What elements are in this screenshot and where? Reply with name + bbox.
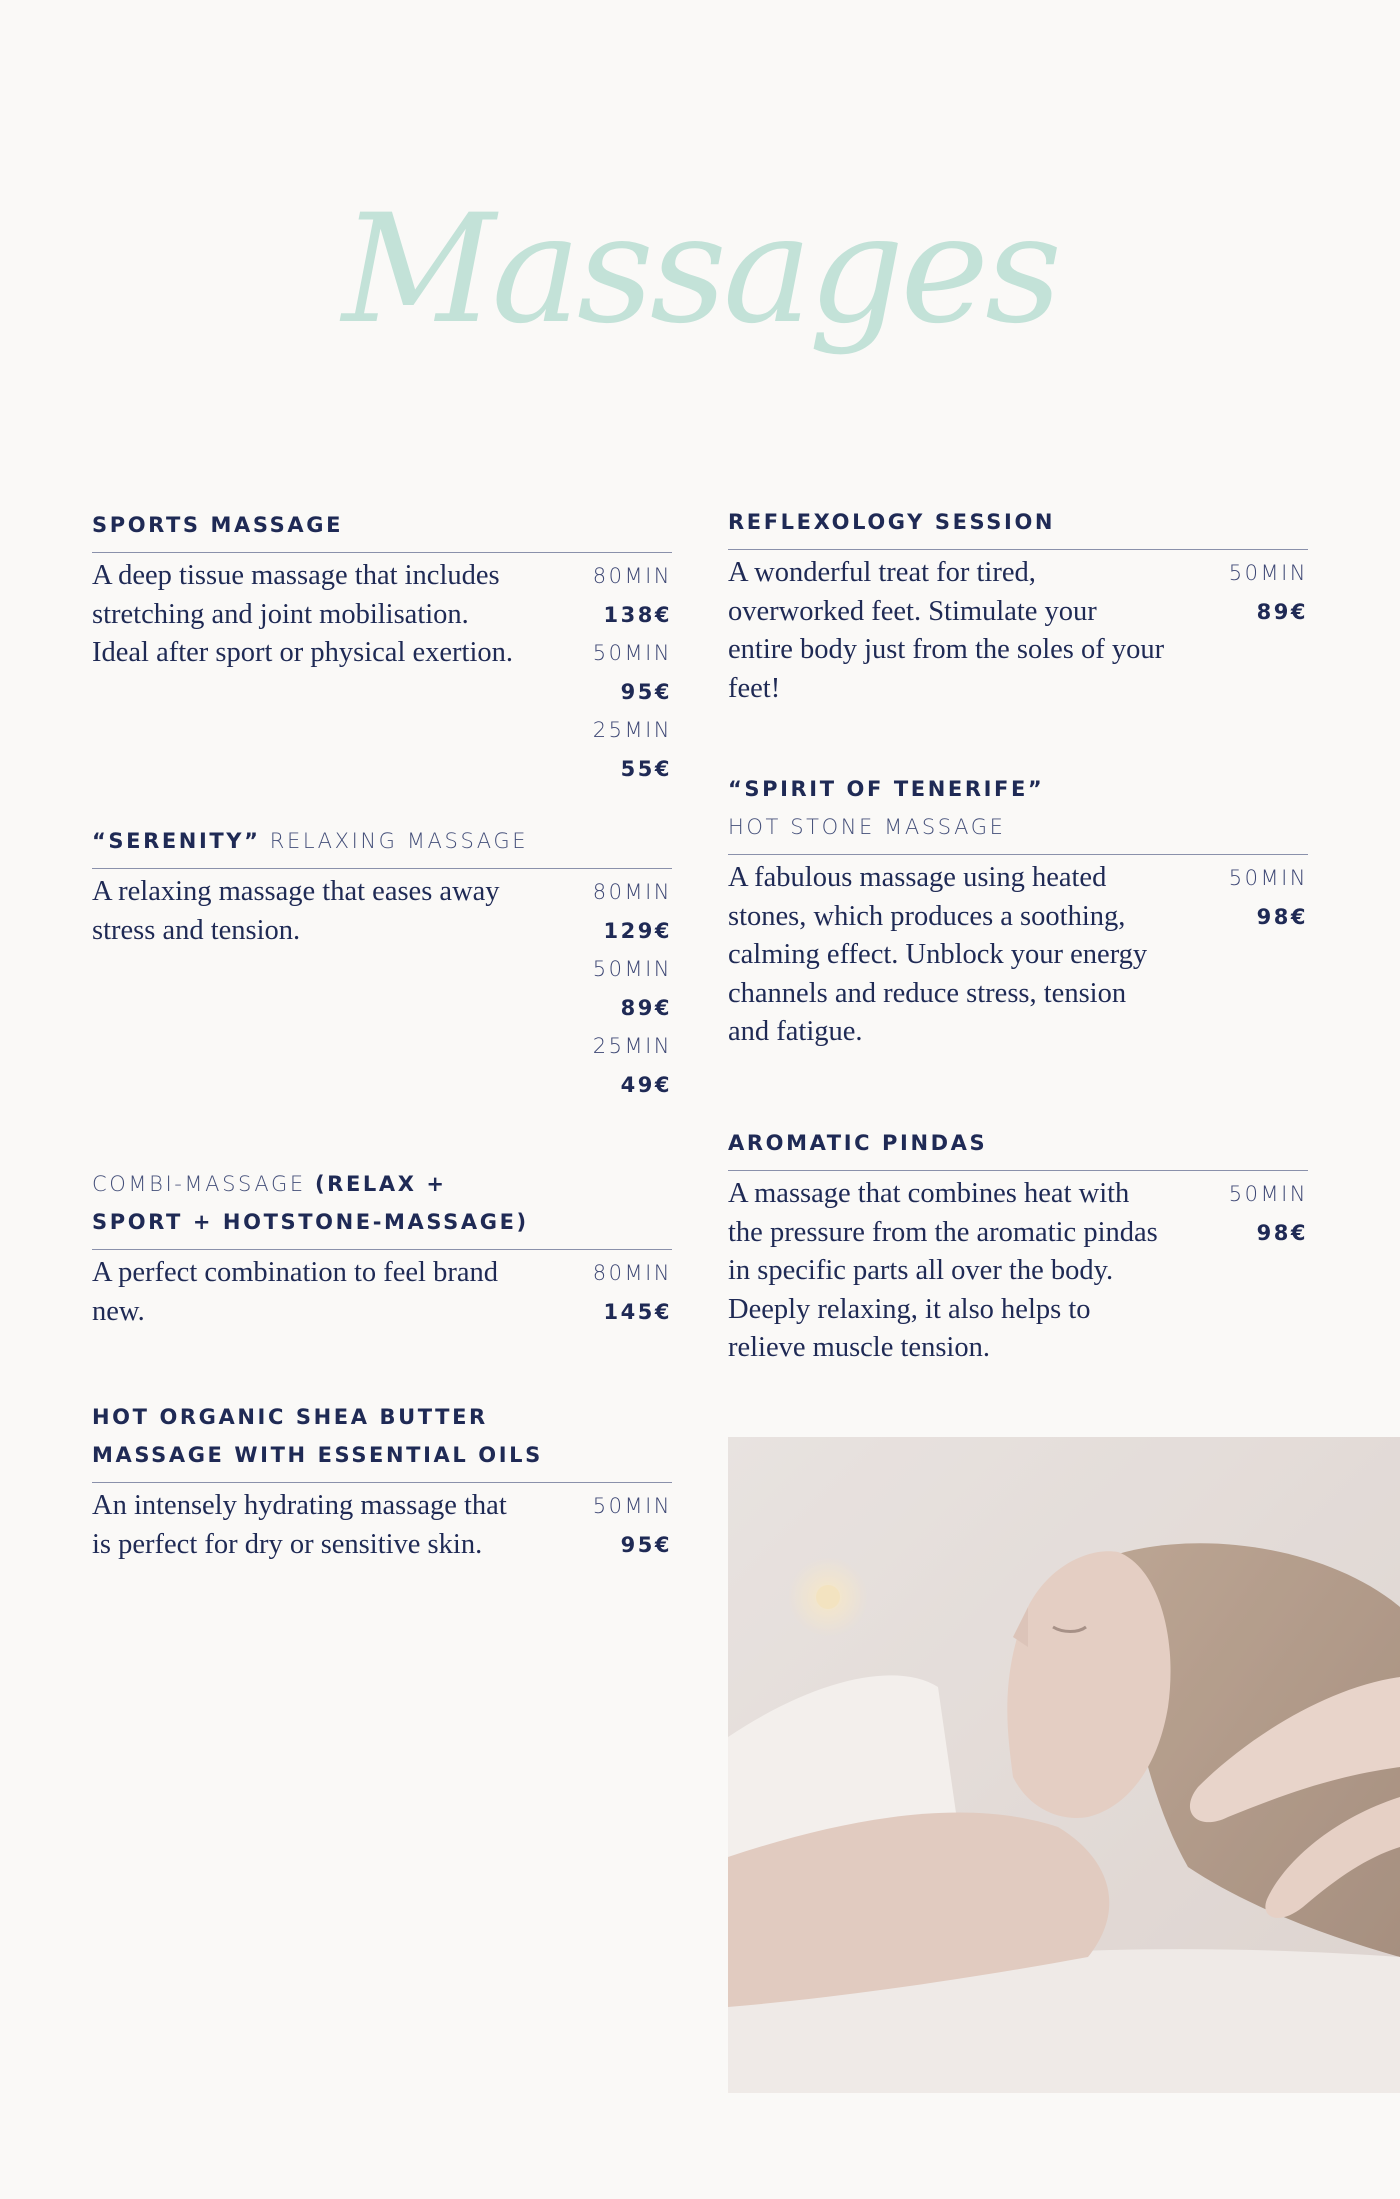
massage-photo-illustration <box>728 1437 1400 2093</box>
service-heading-line <box>92 1436 672 1474</box>
service-description: A wonderful treat for tired, overworked feet. Stimulate your entire body just from the soles of your feet! <box>728 557 1165 704</box>
service-heading-text: REFLEXOLOGY SESSION <box>728 510 1056 534</box>
service-heading-line <box>728 770 1308 808</box>
service-heading-line <box>728 808 1308 846</box>
service-duration: 50MIN <box>1228 561 1308 585</box>
service-price: 95€ <box>620 679 672 704</box>
service-duration: 25MIN <box>592 1034 672 1058</box>
service-duration: 50MIN <box>592 641 672 665</box>
service-price: 95€ <box>620 1532 672 1557</box>
service-heading <box>92 1165 672 1250</box>
service-price-list <box>542 1487 672 1564</box>
service-aromatic-pindas <box>728 1124 1308 1368</box>
service-heading-text: HOT ORGANIC SHEA BUTTER <box>92 1405 488 1429</box>
service-heading <box>92 1398 672 1483</box>
service-price: 55€ <box>620 756 672 781</box>
service-price-list <box>542 557 672 788</box>
service-reflexology <box>728 503 1308 708</box>
service-heading-text: (RELAX + <box>314 1172 447 1196</box>
page-title: Massages <box>341 183 1059 357</box>
service-heading-text: AROMATIC PINDAS <box>728 1131 988 1155</box>
service-heading-text: SPORT + HOTSTONE-MASSAGE) <box>92 1210 529 1234</box>
service-heading-line <box>92 506 672 544</box>
service-price: 89€ <box>620 995 672 1020</box>
service-description: A deep tissue massage that includes stretching and joint mobilisation. Ideal after sport or physical exertion. <box>92 560 514 668</box>
service-hot-stone-massage <box>728 770 1308 1052</box>
service-heading <box>92 822 672 869</box>
service-price-list <box>542 873 672 1104</box>
service-price-list <box>1178 554 1308 708</box>
service-heading <box>728 503 1308 550</box>
service-price: 138€ <box>603 602 672 627</box>
service-heading <box>728 1124 1308 1171</box>
service-duration: 50MIN <box>592 957 672 981</box>
service-sports-massage <box>92 506 672 788</box>
service-heading-line <box>92 1398 672 1436</box>
service-combi-massage <box>92 1165 672 1331</box>
service-price-list <box>542 1254 672 1331</box>
service-duration: 25MIN <box>592 718 672 742</box>
service-heading <box>728 770 1308 855</box>
service-price: 129€ <box>603 918 672 943</box>
service-duration: 80MIN <box>592 564 672 588</box>
service-heading-text: HOT STONE MASSAGE <box>728 815 1006 839</box>
service-duration: 80MIN <box>592 880 672 904</box>
service-price: 98€ <box>1256 1220 1308 1245</box>
service-heading <box>92 506 672 553</box>
service-heading-line <box>728 503 1308 541</box>
service-shea-butter-massage <box>92 1398 672 1564</box>
service-price: 98€ <box>1256 904 1308 929</box>
service-price: 49€ <box>620 1072 672 1097</box>
service-description: A relaxing massage that eases away stress and tension. <box>92 876 500 946</box>
service-price-list <box>1178 1175 1308 1368</box>
service-duration: 50MIN <box>592 1494 672 1518</box>
service-description: A massage that combines heat with the pressure from the aromatic pindas in specific parts all over the body. Deeply relaxing, it also helps to relieve muscle tension. <box>728 1178 1158 1363</box>
service-heading-text: “SPIRIT OF TENERIFE” <box>728 777 1045 801</box>
service-description: A fabulous massage using heated stones, which produces a soothing, calming effect. Unblock your energy channels and reduce stress, tension and fatigue. <box>728 862 1148 1047</box>
service-heading-line <box>92 1165 672 1203</box>
service-serenity-massage <box>92 822 672 1104</box>
service-heading-line <box>92 1203 672 1241</box>
service-duration: 50MIN <box>1228 1182 1308 1206</box>
service-description: A perfect combination to feel brand new. <box>92 1257 498 1327</box>
service-heading-text: “SERENITY” <box>92 829 261 853</box>
service-heading-line <box>92 822 672 860</box>
service-heading-line <box>728 1124 1308 1162</box>
service-description: An intensely hydrating massage that is perfect for dry or sensitive skin. <box>92 1490 507 1560</box>
service-heading-text: MASSAGE WITH ESSENTIAL OILS <box>92 1443 543 1467</box>
service-heading-text: COMBI-MASSAGE <box>92 1172 315 1196</box>
service-heading-text: SPORTS MASSAGE <box>92 513 344 537</box>
service-price: 89€ <box>1256 599 1308 624</box>
service-price-list <box>1178 859 1308 1052</box>
massage-photo <box>728 1437 1400 2093</box>
service-duration: 80MIN <box>592 1261 672 1285</box>
service-heading-text: RELAXING MASSAGE <box>260 829 529 853</box>
service-duration: 50MIN <box>1228 866 1308 890</box>
service-price: 145€ <box>603 1299 672 1324</box>
